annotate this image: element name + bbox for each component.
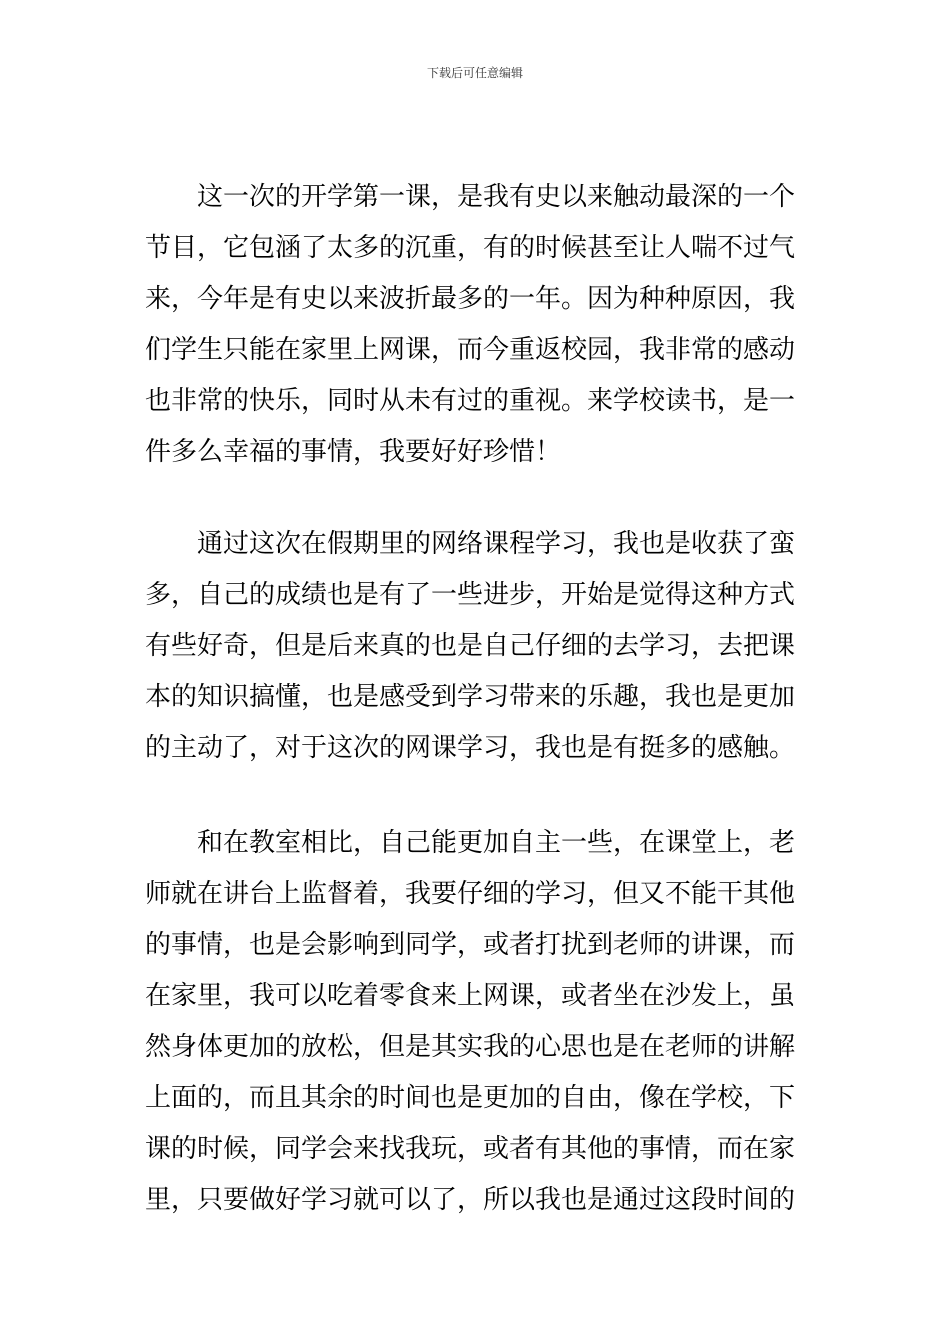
- paragraph-line: 本的知识搞懂，也是感受到学习带来的乐趣，我也是更加: [145, 682, 796, 712]
- paragraph-line: 在家里，我可以吃着零食来上网课，或者坐在沙发上，虽: [145, 981, 796, 1011]
- paragraph-line: 的事情，也是会影响到同学，或者打扰到老师的讲课，而: [145, 930, 796, 960]
- paragraph-line: 上面的，而且其余的时间也是更加的自由，像在学校，下: [145, 1083, 796, 1113]
- paragraph-line: 这一次的开学第一课，是我有史以来触动最深的一个: [197, 182, 796, 212]
- paragraph-line: 课的时候，同学会来找我玩，或者有其他的事情，而在家: [145, 1134, 796, 1164]
- header-note: 下载后可任意编辑: [426, 66, 523, 80]
- paragraph-line: 里，只要做好学习就可以了，所以我也是通过这段时间的: [145, 1185, 796, 1215]
- paragraph-line: 和在教室相比，自己能更加自主一些，在课堂上，老: [197, 828, 796, 858]
- paragraph-line: 然身体更加的放松，但是其实我的心思也是在老师的讲解: [145, 1032, 796, 1062]
- paragraph-line: 来，今年是有史以来波折最多的一年。因为种种原因，我: [145, 284, 796, 314]
- paragraph-line: 节目，它包涵了太多的沉重，有的时候甚至让人喘不过气: [145, 233, 796, 263]
- paragraph-line: 师就在讲台上监督着，我要仔细的学习，但又不能干其他: [145, 879, 796, 909]
- paragraph-3: [145, 818, 807, 1226]
- paragraph-line: 的主动了，对于这次的网课学习，我也是有挺多的感触。: [145, 733, 796, 763]
- paragraph-1: [145, 172, 807, 478]
- paragraph-2: [145, 519, 807, 774]
- paragraph-line: 件多么幸福的事情，我要好好珍惜！: [145, 437, 562, 467]
- paragraph-line: 通过这次在假期里的网络课程学习，我也是收获了蛮: [197, 529, 796, 559]
- paragraph-line: 也非常的快乐，同时从未有过的重视。来学校读书，是一: [145, 386, 796, 416]
- paragraph-line: 多，自己的成绩也是有了一些进步，开始是觉得这种方式: [145, 580, 796, 610]
- paragraph-line: 有些好奇，但是后来真的也是自己仔细的去学习，去把课: [145, 631, 796, 661]
- paragraph-line: 们学生只能在家里上网课，而今重返校园，我非常的感动: [145, 335, 796, 365]
